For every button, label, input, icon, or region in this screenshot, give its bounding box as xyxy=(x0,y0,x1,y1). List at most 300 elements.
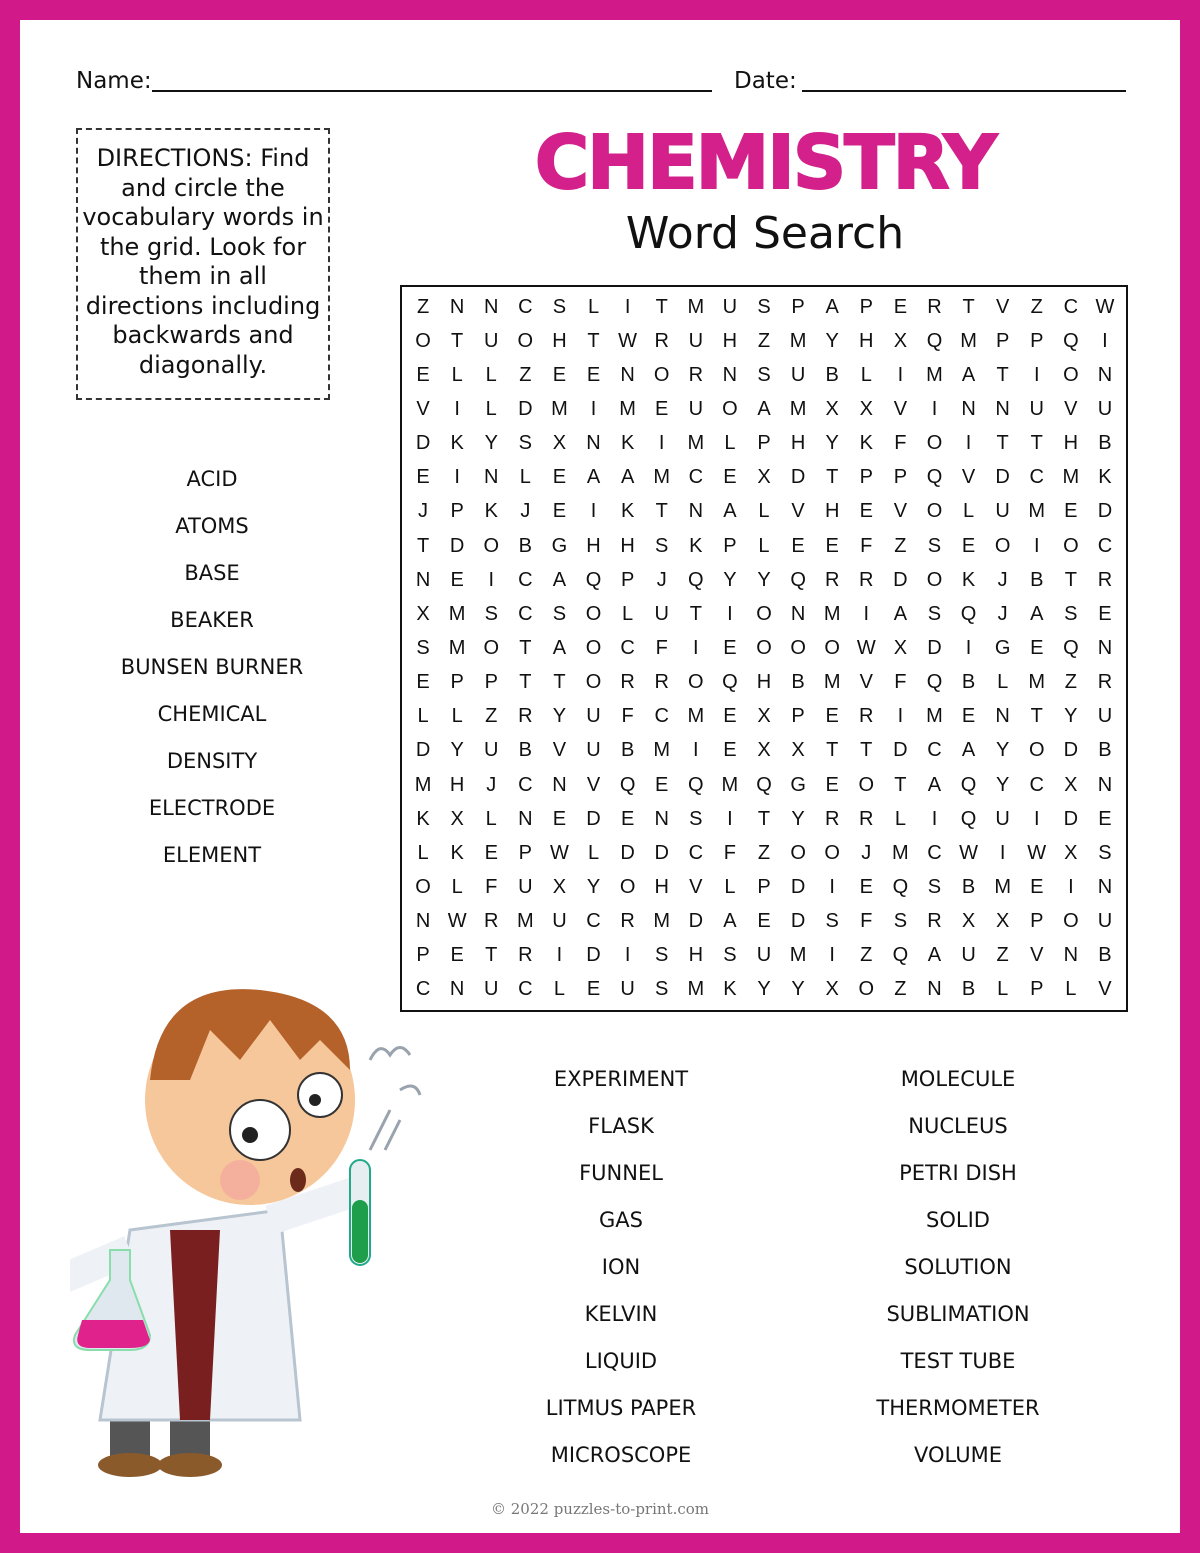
grid-cell[interactable]: L xyxy=(894,807,906,830)
grid-cell[interactable]: O xyxy=(824,636,840,659)
grid-cell[interactable]: J xyxy=(861,841,872,864)
grid-cell[interactable]: S xyxy=(757,363,771,386)
grid-cell[interactable]: Q xyxy=(960,602,977,625)
grid-cell[interactable]: T xyxy=(1030,705,1043,728)
grid-cell[interactable]: D xyxy=(995,466,1010,489)
grid-cell[interactable]: U xyxy=(1097,397,1113,420)
grid-cell[interactable]: R xyxy=(1097,671,1113,694)
grid-cell[interactable]: Q xyxy=(619,773,636,796)
grid-cell[interactable]: O xyxy=(756,636,772,659)
grid-cell[interactable]: J xyxy=(418,500,429,523)
grid-cell[interactable]: R xyxy=(859,807,874,830)
grid-cell[interactable]: H xyxy=(1063,432,1079,455)
grid-cell[interactable]: H xyxy=(552,329,567,352)
grid-cell[interactable]: E xyxy=(552,500,567,523)
grid-cell[interactable]: L xyxy=(622,602,634,625)
grid-cell[interactable]: Y xyxy=(757,978,771,1001)
grid-cell[interactable]: D xyxy=(790,875,806,898)
grid-cell[interactable]: I xyxy=(693,739,699,762)
grid-cell[interactable]: F xyxy=(485,875,498,898)
grid-cell[interactable]: E xyxy=(655,773,669,796)
grid-cell[interactable]: R xyxy=(927,295,942,318)
grid-cell[interactable]: A xyxy=(927,944,942,967)
grid-cell[interactable]: M xyxy=(994,875,1011,898)
grid-cell[interactable]: C xyxy=(927,841,942,864)
grid-cell[interactable]: A xyxy=(1030,602,1044,625)
grid-cell[interactable]: X xyxy=(1064,773,1078,796)
grid-cell[interactable]: Y xyxy=(995,773,1010,796)
grid-cell[interactable]: J xyxy=(656,568,667,591)
grid-cell[interactable]: H xyxy=(688,944,704,967)
grid-cell[interactable]: D xyxy=(790,910,806,933)
grid-cell[interactable]: I xyxy=(1033,363,1040,386)
grid-cell[interactable]: E xyxy=(893,295,908,318)
grid-cell[interactable]: I xyxy=(488,568,495,591)
grid-cell[interactable]: Q xyxy=(926,329,943,352)
grid-cell[interactable]: N xyxy=(449,978,465,1001)
grid-cell[interactable]: O xyxy=(483,636,500,659)
grid-cell[interactable]: L xyxy=(997,978,1009,1001)
grid-cell[interactable]: O xyxy=(1063,910,1079,933)
grid-cell[interactable]: I xyxy=(727,807,733,830)
grid-cell[interactable]: W xyxy=(618,329,638,352)
grid-cell[interactable]: I xyxy=(999,841,1006,864)
grid-cell[interactable]: D xyxy=(927,636,942,659)
grid-cell[interactable]: R xyxy=(824,568,840,591)
grid-cell[interactable]: M xyxy=(1028,671,1046,694)
grid-cell[interactable]: T xyxy=(962,295,975,318)
grid-cell[interactable]: T xyxy=(826,466,839,489)
grid-cell[interactable]: A xyxy=(893,602,908,625)
grid-cell[interactable]: R xyxy=(688,363,704,386)
grid-cell[interactable]: P xyxy=(791,705,805,728)
grid-cell[interactable]: E xyxy=(620,807,635,830)
grid-cell[interactable]: D xyxy=(1063,807,1079,830)
grid-cell[interactable]: W xyxy=(856,636,876,659)
grid-cell[interactable]: Y xyxy=(995,739,1010,762)
grid-cell[interactable]: U xyxy=(688,397,704,420)
grid-cell[interactable]: D xyxy=(790,466,806,489)
grid-cell[interactable]: Q xyxy=(926,466,943,489)
grid-cell[interactable]: F xyxy=(894,671,907,694)
grid-cell[interactable]: U xyxy=(961,944,976,967)
grid-cell[interactable]: N xyxy=(1097,773,1113,796)
grid-cell[interactable]: X xyxy=(859,397,873,420)
grid-cell[interactable]: Z xyxy=(860,944,873,967)
grid-cell[interactable]: P xyxy=(450,671,464,694)
grid-cell[interactable]: H xyxy=(790,432,806,455)
grid-cell[interactable]: B xyxy=(961,875,976,898)
grid-cell[interactable]: O xyxy=(1063,363,1079,386)
grid-cell[interactable]: V xyxy=(1064,397,1078,420)
grid-cell[interactable]: Q xyxy=(722,671,738,694)
grid-cell[interactable]: Q xyxy=(926,671,943,694)
grid-cell[interactable]: S xyxy=(893,910,908,933)
grid-cell[interactable]: X xyxy=(791,739,805,762)
grid-cell[interactable]: N xyxy=(1097,363,1113,386)
grid-cell[interactable]: N xyxy=(518,807,533,830)
grid-cell[interactable]: S xyxy=(518,432,532,455)
grid-cell[interactable]: C xyxy=(654,705,669,728)
grid-cell[interactable]: K xyxy=(961,568,976,591)
grid-cell[interactable]: E xyxy=(552,363,567,386)
grid-cell[interactable]: I xyxy=(931,807,938,830)
grid-cell[interactable]: E xyxy=(450,944,464,967)
grid-cell[interactable]: D xyxy=(620,841,635,864)
grid-cell[interactable]: E xyxy=(1098,602,1112,625)
grid-cell[interactable]: N xyxy=(995,705,1010,728)
grid-cell[interactable]: L xyxy=(724,875,736,898)
grid-cell[interactable]: Q xyxy=(790,568,806,591)
grid-cell[interactable]: C xyxy=(1029,466,1044,489)
grid-cell[interactable]: N xyxy=(484,466,499,489)
grid-cell[interactable]: U xyxy=(995,500,1010,523)
grid-cell[interactable]: N xyxy=(654,807,669,830)
grid-cell[interactable]: X xyxy=(893,329,908,352)
grid-cell[interactable]: M xyxy=(687,705,705,728)
grid-cell[interactable]: B xyxy=(1098,432,1112,455)
grid-cell[interactable]: S xyxy=(723,944,737,967)
grid-cell[interactable]: V xyxy=(995,295,1010,318)
grid-cell[interactable]: C xyxy=(927,739,942,762)
grid-cell[interactable]: E xyxy=(859,875,873,898)
grid-cell[interactable]: M xyxy=(823,602,841,625)
grid-cell[interactable]: E xyxy=(825,534,839,557)
grid-cell[interactable]: C xyxy=(415,978,431,1001)
grid-cell[interactable]: H xyxy=(859,329,874,352)
grid-cell[interactable]: O xyxy=(926,568,943,591)
grid-cell[interactable]: S xyxy=(416,636,430,659)
grid-cell[interactable]: A xyxy=(552,636,567,659)
grid-cell[interactable]: Y xyxy=(1064,705,1078,728)
grid-cell[interactable]: U xyxy=(688,329,704,352)
grid-cell[interactable]: L xyxy=(417,841,429,864)
grid-cell[interactable]: R xyxy=(518,705,533,728)
grid-cell[interactable]: Y xyxy=(450,739,464,762)
grid-cell[interactable]: F xyxy=(655,636,668,659)
grid-cell[interactable]: X xyxy=(1064,841,1078,864)
grid-cell[interactable]: S xyxy=(655,978,669,1001)
grid-cell[interactable]: L xyxy=(485,807,497,830)
grid-cell[interactable]: X xyxy=(757,705,771,728)
grid-cell[interactable]: T xyxy=(587,329,600,352)
grid-cell[interactable]: D xyxy=(415,432,431,455)
grid-cell[interactable]: Q xyxy=(892,875,909,898)
grid-cell[interactable]: R xyxy=(484,910,499,933)
grid-cell[interactable]: V xyxy=(961,466,976,489)
grid-cell[interactable]: N xyxy=(722,363,738,386)
grid-cell[interactable]: M xyxy=(892,841,909,864)
grid-cell[interactable]: A xyxy=(620,466,635,489)
grid-cell[interactable]: T xyxy=(1030,432,1043,455)
grid-cell[interactable]: E xyxy=(416,466,430,489)
grid-cell[interactable]: G xyxy=(790,773,806,796)
grid-cell[interactable]: M xyxy=(653,739,671,762)
grid-cell[interactable]: P xyxy=(620,568,635,591)
grid-cell[interactable]: T xyxy=(1064,568,1077,591)
grid-cell[interactable]: N xyxy=(927,978,942,1001)
grid-cell[interactable]: T xyxy=(689,602,702,625)
grid-cell[interactable]: S xyxy=(757,295,771,318)
grid-cell[interactable]: Z xyxy=(894,978,907,1001)
grid-cell[interactable]: W xyxy=(549,841,569,864)
grid-cell[interactable]: B xyxy=(1030,568,1044,591)
grid-cell[interactable]: U xyxy=(620,978,635,1001)
grid-cell[interactable]: V xyxy=(893,397,908,420)
grid-cell[interactable]: N xyxy=(1097,875,1113,898)
grid-cell[interactable]: N xyxy=(484,295,499,318)
grid-cell[interactable]: E xyxy=(723,739,737,762)
grid-cell[interactable]: B xyxy=(518,534,532,557)
grid-cell[interactable]: N xyxy=(790,602,806,625)
grid-cell[interactable]: I xyxy=(1033,807,1040,830)
grid-cell[interactable]: K xyxy=(484,500,498,523)
grid-cell[interactable]: C xyxy=(1029,773,1044,796)
grid-cell[interactable]: S xyxy=(655,534,669,557)
grid-cell[interactable]: T xyxy=(553,671,566,694)
grid-cell[interactable]: U xyxy=(1097,705,1113,728)
grid-cell[interactable]: D xyxy=(518,397,533,420)
grid-cell[interactable]: Z xyxy=(519,363,532,386)
grid-cell[interactable]: H xyxy=(586,534,601,557)
grid-cell[interactable]: V xyxy=(1098,978,1112,1001)
grid-cell[interactable]: U xyxy=(995,807,1010,830)
grid-cell[interactable]: A xyxy=(723,910,737,933)
grid-cell[interactable]: I xyxy=(1033,534,1040,557)
grid-cell[interactable]: O xyxy=(790,636,806,659)
grid-cell[interactable]: U xyxy=(484,329,499,352)
grid-cell[interactable]: E xyxy=(1064,500,1078,523)
grid-cell[interactable]: M xyxy=(789,397,807,420)
grid-cell[interactable]: U xyxy=(654,602,669,625)
grid-cell[interactable]: E xyxy=(859,500,873,523)
grid-cell[interactable]: J xyxy=(486,773,497,796)
grid-cell[interactable]: K xyxy=(620,432,635,455)
grid-cell[interactable]: W xyxy=(447,910,467,933)
date-field[interactable] xyxy=(802,90,1126,92)
grid-cell[interactable]: S xyxy=(1098,841,1112,864)
grid-cell[interactable]: C xyxy=(1097,534,1113,557)
grid-cell[interactable]: X xyxy=(995,910,1010,933)
grid-cell[interactable]: W xyxy=(959,841,978,864)
grid-cell[interactable]: E xyxy=(655,397,669,420)
grid-cell[interactable]: P xyxy=(1030,329,1044,352)
grid-cell[interactable]: V xyxy=(859,671,873,694)
grid-cell[interactable]: E xyxy=(1098,807,1112,830)
grid-cell[interactable]: Y xyxy=(586,875,601,898)
grid-cell[interactable]: R xyxy=(654,329,669,352)
grid-cell[interactable]: I xyxy=(590,500,597,523)
grid-cell[interactable]: C xyxy=(688,466,704,489)
grid-cell[interactable]: E xyxy=(791,534,805,557)
grid-cell[interactable]: L xyxy=(758,534,770,557)
grid-cell[interactable]: X xyxy=(825,397,839,420)
grid-cell[interactable]: L xyxy=(451,875,463,898)
grid-cell[interactable]: J xyxy=(520,500,531,523)
grid-cell[interactable]: E xyxy=(586,363,601,386)
grid-cell[interactable]: N xyxy=(688,500,704,523)
grid-cell[interactable]: B xyxy=(620,739,635,762)
grid-cell[interactable]: M xyxy=(516,910,534,933)
grid-cell[interactable]: I xyxy=(658,432,665,455)
grid-cell[interactable]: T xyxy=(860,739,873,762)
grid-cell[interactable]: P xyxy=(1030,910,1044,933)
grid-cell[interactable]: L xyxy=(724,432,736,455)
grid-cell[interactable]: I xyxy=(897,705,904,728)
grid-cell[interactable]: O xyxy=(585,671,602,694)
grid-cell[interactable]: U xyxy=(586,705,601,728)
grid-cell[interactable]: Y xyxy=(723,568,737,591)
grid-cell[interactable]: I xyxy=(965,432,972,455)
grid-cell[interactable]: O xyxy=(619,875,636,898)
grid-cell[interactable]: U xyxy=(722,295,738,318)
grid-cell[interactable]: L xyxy=(860,363,872,386)
grid-cell[interactable]: Y xyxy=(825,432,839,455)
grid-cell[interactable]: E xyxy=(825,705,839,728)
grid-cell[interactable]: R xyxy=(654,671,669,694)
grid-cell[interactable]: Y xyxy=(484,432,498,455)
grid-cell[interactable]: S xyxy=(927,534,942,557)
grid-cell[interactable]: H xyxy=(756,671,772,694)
grid-cell[interactable]: L xyxy=(587,295,600,318)
grid-cell[interactable]: P xyxy=(723,534,737,557)
grid-cell[interactable]: E xyxy=(723,636,737,659)
grid-cell[interactable]: O xyxy=(722,397,738,420)
grid-cell[interactable]: S xyxy=(825,910,839,933)
grid-cell[interactable]: Z xyxy=(416,295,430,318)
grid-cell[interactable]: E xyxy=(757,910,771,933)
grid-cell[interactable]: T xyxy=(826,739,839,762)
grid-cell[interactable]: E xyxy=(961,705,976,728)
grid-cell[interactable]: O xyxy=(858,978,875,1001)
grid-cell[interactable]: T xyxy=(757,807,771,830)
grid-cell[interactable]: U xyxy=(586,739,601,762)
grid-cell[interactable]: P xyxy=(995,329,1010,352)
grid-cell[interactable]: D xyxy=(1097,500,1113,523)
grid-cell[interactable]: X xyxy=(961,910,976,933)
grid-cell[interactable]: Y xyxy=(791,978,805,1001)
grid-cell[interactable]: D xyxy=(654,841,669,864)
grid-cell[interactable]: S xyxy=(484,602,498,625)
grid-cell[interactable]: S xyxy=(1064,602,1078,625)
grid-cell[interactable]: L xyxy=(451,705,463,728)
grid-cell[interactable]: T xyxy=(655,295,668,318)
grid-cell[interactable]: H xyxy=(449,773,465,796)
grid-cell[interactable]: R xyxy=(824,807,840,830)
grid-cell[interactable]: G xyxy=(551,534,568,557)
grid-cell[interactable]: P xyxy=(791,295,805,318)
grid-cell[interactable]: E xyxy=(723,466,737,489)
grid-cell[interactable]: Z xyxy=(757,841,771,864)
grid-cell[interactable]: V xyxy=(893,500,908,523)
grid-cell[interactable]: O xyxy=(926,432,943,455)
grid-cell[interactable]: M xyxy=(687,978,705,1001)
grid-cell[interactable]: X xyxy=(757,466,771,489)
grid-cell[interactable]: I xyxy=(556,944,563,967)
grid-cell[interactable]: O xyxy=(790,841,806,864)
grid-cell[interactable]: W xyxy=(1027,841,1047,864)
grid-cell[interactable]: T xyxy=(519,636,532,659)
grid-cell[interactable]: R xyxy=(620,671,635,694)
grid-cell[interactable]: C xyxy=(518,773,533,796)
grid-cell[interactable]: E xyxy=(586,978,601,1001)
grid-cell[interactable]: T xyxy=(894,773,907,796)
grid-cell[interactable]: R xyxy=(1097,568,1113,591)
grid-cell[interactable]: E xyxy=(484,841,498,864)
grid-cell[interactable]: K xyxy=(1098,466,1112,489)
grid-cell[interactable]: Z xyxy=(757,329,771,352)
grid-cell[interactable]: S xyxy=(689,807,703,830)
grid-cell[interactable]: F xyxy=(860,534,873,557)
grid-cell[interactable]: I xyxy=(897,363,904,386)
grid-cell[interactable]: O xyxy=(585,636,602,659)
grid-cell[interactable]: T xyxy=(996,363,1009,386)
grid-cell[interactable]: P xyxy=(757,432,771,455)
grid-cell[interactable]: E xyxy=(1030,875,1044,898)
grid-cell[interactable]: M xyxy=(926,363,943,386)
grid-cell[interactable]: Z xyxy=(996,944,1009,967)
grid-cell[interactable]: O xyxy=(1063,534,1079,557)
grid-cell[interactable]: X xyxy=(552,875,567,898)
grid-cell[interactable]: E xyxy=(552,807,567,830)
grid-cell[interactable]: K xyxy=(689,534,703,557)
grid-cell[interactable]: L xyxy=(553,978,565,1001)
grid-cell[interactable]: M xyxy=(448,602,466,625)
grid-cell[interactable]: S xyxy=(927,602,942,625)
grid-cell[interactable]: Y xyxy=(825,329,839,352)
grid-cell[interactable]: Y xyxy=(552,705,567,728)
grid-cell[interactable]: D xyxy=(586,807,601,830)
grid-cell[interactable]: H xyxy=(654,875,669,898)
grid-cell[interactable]: K xyxy=(416,807,430,830)
name-field[interactable] xyxy=(152,90,712,92)
grid-cell[interactable]: M xyxy=(789,329,807,352)
grid-cell[interactable]: Q xyxy=(688,568,704,591)
grid-cell[interactable]: B xyxy=(1098,944,1112,967)
grid-cell[interactable]: T xyxy=(485,944,498,967)
grid-cell[interactable]: Z xyxy=(1030,295,1043,318)
grid-cell[interactable]: N xyxy=(620,363,635,386)
grid-cell[interactable]: P xyxy=(416,944,430,967)
grid-cell[interactable]: V xyxy=(552,739,567,762)
grid-cell[interactable]: I xyxy=(454,466,460,489)
grid-cell[interactable]: A xyxy=(961,363,976,386)
grid-cell[interactable]: M xyxy=(823,671,841,694)
grid-cell[interactable]: X xyxy=(450,807,464,830)
grid-cell[interactable]: O xyxy=(824,841,840,864)
grid-cell[interactable]: N xyxy=(415,568,431,591)
grid-cell[interactable]: O xyxy=(858,773,875,796)
grid-cell[interactable]: M xyxy=(448,636,466,659)
grid-cell[interactable]: T xyxy=(655,500,668,523)
grid-cell[interactable]: A xyxy=(757,397,771,420)
grid-cell[interactable]: E xyxy=(825,773,839,796)
grid-cell[interactable]: K xyxy=(723,978,737,1001)
grid-cell[interactable]: C xyxy=(518,295,533,318)
grid-cell[interactable]: P xyxy=(1030,978,1044,1001)
grid-cell[interactable]: S xyxy=(655,944,669,967)
grid-cell[interactable]: E xyxy=(416,671,430,694)
grid-cell[interactable]: D xyxy=(688,910,704,933)
grid-cell[interactable]: M xyxy=(687,295,705,318)
grid-cell[interactable]: P xyxy=(859,466,873,489)
grid-cell[interactable]: I xyxy=(829,875,835,898)
grid-cell[interactable]: L xyxy=(997,671,1009,694)
grid-cell[interactable]: D xyxy=(1063,739,1079,762)
grid-cell[interactable]: B xyxy=(791,671,805,694)
grid-cell[interactable]: A xyxy=(586,466,601,489)
grid-cell[interactable]: B xyxy=(518,739,532,762)
